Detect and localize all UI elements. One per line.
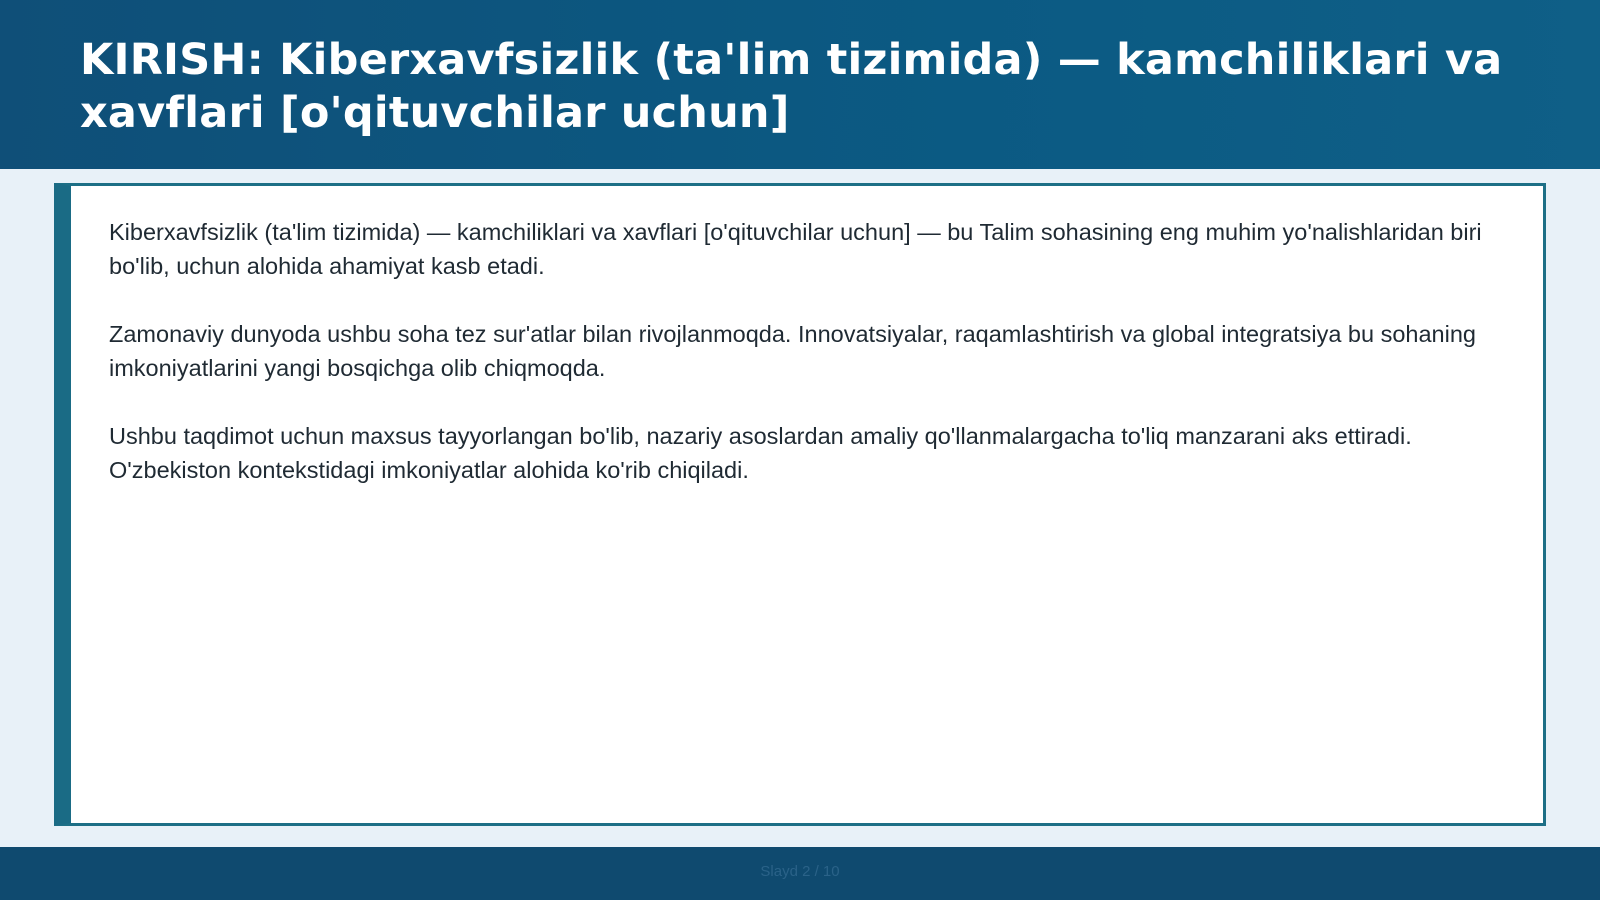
content-card <box>54 183 1546 826</box>
context-paragraph: Zamonaviy dunyoda ushbu soha tez sur'atlar bilan rivojlanmoqda. Innovatsiyalar, raqamlashtirish va global integratsiya bu sohaning imkoniyatlarini yangi bosqichga olib chiqmoqda. <box>109 321 1476 381</box>
slide-title: KIRISH: Kiberxavfsizlik (ta'lim tizimida) — kamchiliklari va xavflari [o'qituvchilar uchun] <box>80 35 1503 138</box>
slide-header <box>0 0 1600 169</box>
intro-paragraph: Kiberxavfsizlik (ta'lim tizimida) — kamchiliklari va xavflari [o'qituvchilar uchun] — bu Talim sohasining eng muhim yo'nalishlaridan biri bo'lib, uchun alohida ahamiyat kasb etadi. <box>109 219 1482 279</box>
slide-footer <box>0 847 1600 900</box>
slide-counter: Slayd 2 / 10 <box>760 863 840 880</box>
summary-paragraph: Ushbu taqdimot uchun maxsus tayyorlangan bo'lib, nazariy asoslardan amaliy qo'llanmalargacha to'liq manzarani aks ettiradi. O'zbekiston kontekstidagi imkoniyatlar alohida ko'rib chiqiladi. <box>109 423 1412 483</box>
